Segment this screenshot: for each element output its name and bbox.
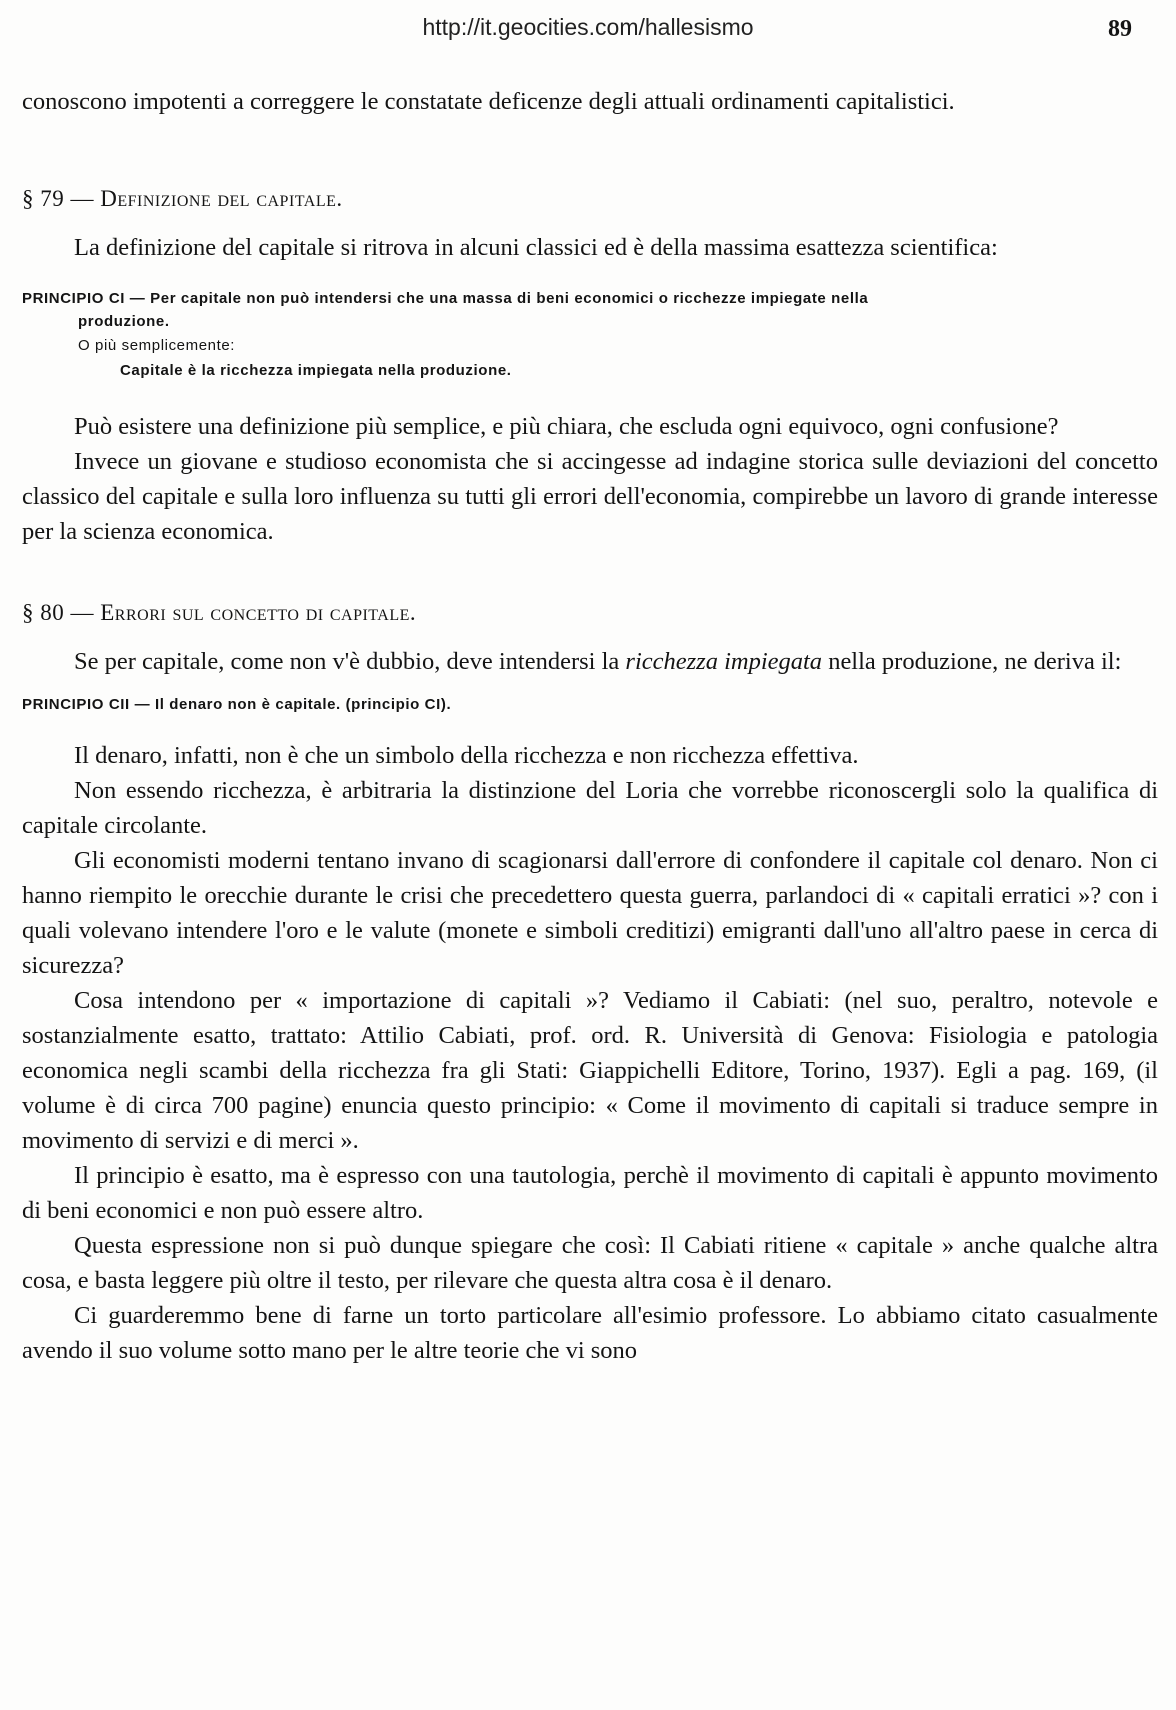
paragraph-79-1: La definizione del capitale si ritrova in alcuni classici ed è della massima esattezza scientifica:	[74, 234, 998, 261]
paragraph-intro: conoscono impotenti a correggere le constatate deficenze degli attuali ordinamenti capitalistici.	[22, 88, 955, 115]
principle-cii: PRINCIPIO CII — Il denaro non è capitale. (principio CI).	[22, 696, 452, 713]
paragraph-80-2: Il denaro, infatti, non è che un simbolo della ricchezza e non ricchezza effettiva.	[74, 742, 859, 769]
principle-ci-line2: produzione.	[78, 313, 170, 330]
paragraph-80-7: Questa espressione non si può dunque spiegare che così: Il Cabiati ritiene « capitale » anche qualche altra cosa, e basta leggere più oltre il testo, per rilevare che questa altra cosa è il denaro.	[22, 1232, 1158, 1294]
paragraph-80-1-emphasis: ricchezza impiegata	[625, 648, 823, 675]
paragraph-80-4: Gli economisti moderni tentano invano di scagionarsi dall'errore di confondere il capitale col denaro. Non ci hanno riempito le orecchie durante le crisi che precedettero questa guerra, parlandoci di « capitali erratici »? con i quali volevano intendere l'oro e le valute (monete e simboli creditizi) emigranti dall'uno all'altro paese in cerca di sicurezza?	[22, 847, 1158, 979]
paragraph-80-6: Il principio è esatto, ma è espresso con una tautologia, perchè il movimento di capitali è appunto movimento di beni economici e non può essere altro.	[22, 1162, 1158, 1224]
paragraph-80-1-b: nella produzione, ne deriva il:	[822, 648, 1122, 675]
principle-ci	[22, 287, 1158, 333]
paragraph-80-1-a: Se per capitale, come non v'è dubbio, deve intendersi la	[74, 648, 626, 675]
paragraph-80-1	[22, 644, 1158, 679]
simple-definition: Capitale è la ricchezza impiegata nella produzione.	[120, 362, 512, 379]
header-url: http://it.geocities.com/hallesismo	[422, 14, 754, 40]
section-79-title: § 79 — Definizione del capitale.	[22, 186, 343, 211]
paragraph-80-8: Ci guarderemmo bene di farne un torto particolare all'esimio professore. Lo abbiamo citato casualmente avendo il suo volume sotto mano per le altre teorie che vi sono	[22, 1302, 1158, 1364]
page-body	[22, 84, 1158, 1368]
principle-ci-line1: PRINCIPIO CI — Per capitale non può intendersi che una massa di beni economici o ricchezze impiegate nella	[22, 290, 869, 307]
paragraph-79-3: Invece un giovane e studioso economista che si accingesse ad indagine storica sulle deviazioni del concetto classico del capitale e sulla loro influenza su tutti gli errori dell'economia, compirebbe un lavoro di grande interesse per la scienza economica.	[22, 448, 1158, 545]
paragraph-80-3: Non essendo ricchezza, è arbitraria la distinzione del Loria che vorrebbe riconoscergli solo la qualifica di capitale circolante.	[22, 777, 1158, 839]
page-number: 89	[1108, 16, 1132, 42]
paragraph-80-5: Cosa intendono per « importazione di capitali »? Vediamo il Cabiati: (nel suo, peraltro, notevole e sostanzialmente esatto, trattato: Attilio Cabiati, prof. ord. R. Università di Genova: Fisiologia e patologia economica negli scambi della ricchezza fra gli Stati: Giappichelli Editore, Torino, 1937). Egli a pag. 169, (il volume è di circa 700 pagine) enuncia questo principio: « Come il movimento di capitali si traduce sempre in movimento di servizi e di merci ».	[22, 987, 1158, 1154]
paragraph-79-2: Può esistere una definizione più semplice, e più chiara, che escluda ogni equivoco, ogni confusione?	[74, 413, 1059, 440]
simpler-label: O più semplicemente:	[78, 337, 236, 354]
section-80-title: § 80 — Errori sul concetto di capitale.	[22, 600, 417, 625]
